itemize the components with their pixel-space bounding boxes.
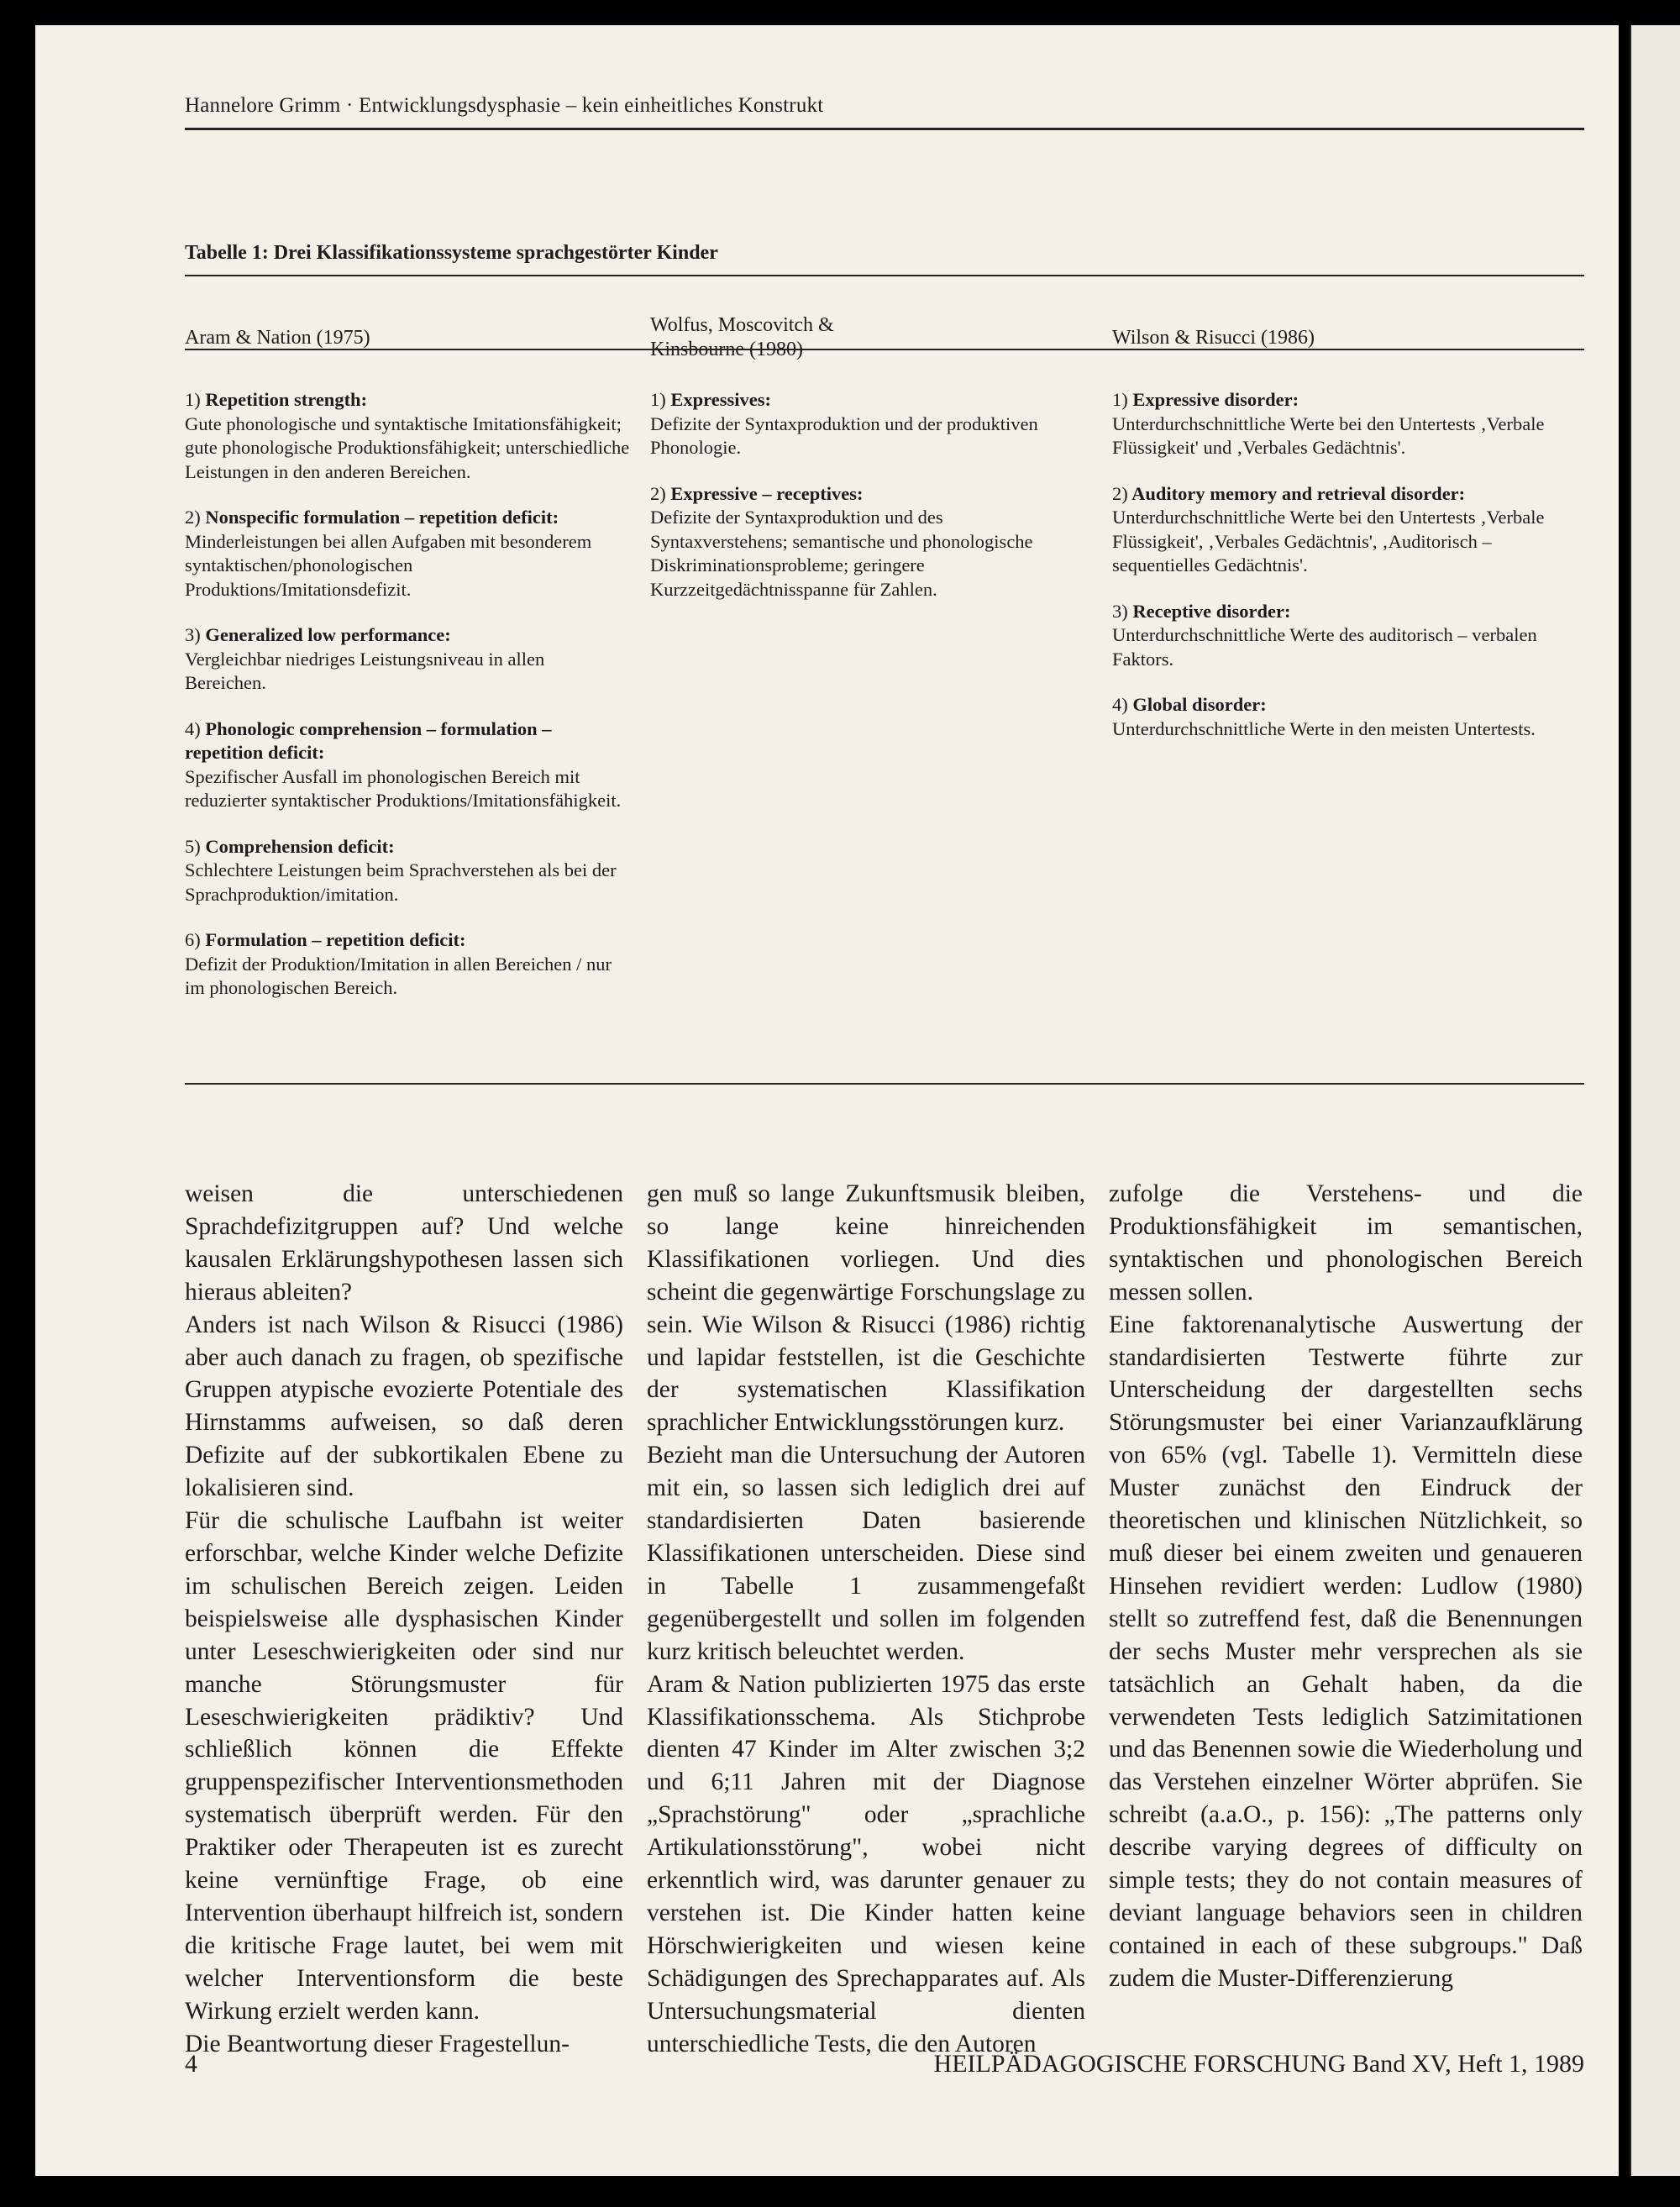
entry-number: 6) [185, 929, 201, 950]
entry-title: Expressives: [670, 389, 771, 410]
table-entry [1112, 482, 1579, 578]
entry-number: 1) [1112, 389, 1128, 410]
entry-title: Generalized low performance: [205, 624, 451, 645]
body-column-2 [647, 1178, 1085, 2060]
table-top-rule [185, 275, 1584, 276]
entry-heading [185, 623, 630, 648]
table-column-wolfus [650, 388, 1070, 623]
body-paragraph: Aram & Nation publizierten 1975 das erste Klassifikationsschema. Als Stichprobe dienten 47 Kinder im Alter zwischen 3;2 und 6;11 Jahren mit der Diagnose „Sprachstörung" oder „sprachliche Artikulationsstörung", wobei nicht erkenntlich wird, was darunter genauer zu verstehen ist. Die Kinder hatten keine Hörschwierigkeiten und wiesen keine Schädigungen des Sprechapparates auf. Als Untersuchungsmaterial dienten unterschiedliche Tests, die den Autoren [647, 1670, 1085, 2057]
table-entry [185, 506, 630, 602]
entry-heading [185, 928, 630, 953]
table-entry [650, 388, 1070, 460]
adjacent-page-edge [1630, 25, 1680, 2176]
table-entry [185, 717, 630, 813]
table-caption: Tabelle 1: Drei Klassifikationssysteme sprachgestörter Kinder [185, 242, 718, 264]
entry-title: Global disorder: [1132, 694, 1267, 715]
body-paragraph: Anders ist nach Wilson & Risucci (1986) aber auch danach zu fragen, ob spezifische Gruppen atypische evozierte Potentiale des Hirnstamms aufweisen, so daß deren Defizite auf der subkortikalen Ebene zu lokalisieren sind. [185, 1311, 623, 1502]
entry-number: 2) [650, 482, 666, 504]
header-rule [185, 128, 1584, 130]
entry-title: Nonspecific formulation – repetition deficit: [205, 507, 559, 528]
body-paragraph: Für die schulische Laufbahn ist weiter erforschbar, welche Kinder welche Defizite im schulischen Bereich zeigen. Leiden beispielsweise alle dysphasischen Kinder unter Leseschwierigkeiten oder sind nur manche Störungsmuster für Leseschwierigkeiten prädiktiv? Und schließlich können die Effekte gruppenspezifischer Interventionsmethoden systematisch überprüft werden. Für den Praktiker oder Therapeuten ist es zurecht keine vernünftige Frage, ob eine Intervention überhaupt hilfreich ist, sondern die kritische Frage lautet, bei wem mit welcher Interventionsform die beste Wirkung erzielt werden kann. [185, 1507, 623, 2025]
journal-footer: HEILPÄDAGOGISCHE FORSCHUNG Band XV, Heft 1, 1989 [933, 2050, 1584, 2078]
entry-title: Receptive disorder: [1132, 600, 1291, 622]
entry-number: 5) [185, 835, 201, 857]
entry-number: 2) [1112, 482, 1128, 504]
entry-text: Defizit der Produktion/Imitation in allen Bereichen / nur im phonologischen Bereich. [185, 953, 612, 998]
entry-title: Comprehension deficit: [205, 835, 395, 857]
entry-text: Spezifischer Ausfall im phonologischen Bereich mit reduzierter syntaktischer Produktions/Imitationsfähigkeit. [185, 765, 622, 811]
entry-heading [650, 388, 1070, 412]
body-column-1 [185, 1178, 623, 2060]
entry-text: Unterdurchschnittliche Werte in den meisten Untertests. [1112, 717, 1536, 739]
table-entry [1112, 600, 1579, 672]
entry-number: 3) [1112, 600, 1128, 622]
entry-title: Repetition strength: [205, 389, 368, 410]
entry-title: Formulation – repetition deficit: [205, 929, 466, 950]
table-column-heading: Wolfus, Moscovitch & Kinsbourne (1980) [650, 314, 834, 360]
body-paragraph: Eine faktorenanalytische Auswertung der standardisierten Testwerte führte zur Unterscheidung der dargestellten sechs Störungsmuster bei einer Varianzaufklärung von 65% (vgl. Tabelle 1). Vermitteln diese Muster zunächst den Eindruck der theoretischen und klinischen Nützlichkeit, so muß dieser bei einem zweiten und genaueren Hinsehen revidiert werden: Ludlow (1980) stellt so zutreffend fest, daß die Benennungen der sechs Muster mehr versprechen als sie tatsächlich an Gehalt haben, da die verwendeten Tests lediglich Satzimitationen und das Benennen sowie die Wiederholung und das Verstehen einzelner Wörter abprüfen. Sie schreibt (a.a.O., p. 156): „The patterns only describe varying degrees of difficulty on simple tests; they do not contain measures of deviant language behaviors seen in children contained in each of these subgroups." Daß zudem die Muster-Differenzierung [1109, 1311, 1583, 1992]
table-entry [185, 928, 630, 1001]
entry-heading [185, 506, 630, 530]
journal-page [35, 25, 1619, 2176]
entry-title: Auditory memory and retrieval disorder: [1131, 482, 1466, 504]
entry-heading [1112, 693, 1579, 717]
table-entry [650, 482, 1070, 602]
entry-heading [650, 482, 1070, 507]
table-column-wilson-risucci [1112, 388, 1579, 763]
table-column-aram-nation [185, 388, 630, 1022]
entry-title: Expressive – receptives: [670, 482, 864, 504]
body-paragraph: Bezieht man die Untersuchung der Autoren mit ein, so lassen sich lediglich drei auf standardisierten Daten basierende Klassifikationen unterscheiden. Diese sind in Tabelle 1 zusammengefaßt gegenübergestellt und sollen im folgenden kurz kritisch beleuchtet werden. [647, 1442, 1085, 1665]
entry-text: Unterdurchschnittliche Werte des auditorisch – verbalen Faktors. [1112, 624, 1537, 670]
entry-number: 4) [1112, 694, 1128, 715]
table-entry [185, 835, 630, 907]
entry-heading [1112, 600, 1579, 624]
table-entry [1112, 693, 1579, 741]
table-entry [185, 623, 630, 696]
entry-number: 3) [185, 624, 201, 645]
table-entry [185, 388, 630, 484]
body-paragraph: weisen die unterschiedenen Sprachdefizitgruppen auf? Und welche kausalen Erklärungshypothesen lassen sich hieraus ableiten? [185, 1180, 623, 1306]
table-entry [1112, 388, 1579, 460]
entry-number: 4) [185, 717, 201, 739]
running-head: Hannelore Grimm · Entwicklungsdysphasie – kein einheitliches Konstrukt [185, 94, 824, 117]
body-paragraph: Die Beantwortung dieser Fragestellun- [185, 2030, 570, 2057]
entry-text: Unterdurchschnittliche Werte bei den Untertests ‚Verbale Flüssigkeit' und ‚Verbales Gedächtnis'. [1112, 412, 1545, 458]
table-column-heading: Aram & Nation (1975) [185, 327, 370, 349]
entry-heading [185, 717, 630, 765]
table-bottom-rule [185, 1083, 1584, 1085]
table-header-rule [185, 349, 1584, 350]
entry-text: Unterdurchschnittliche Werte bei den Untertests ‚Verbale Flüssigkeit', ‚Verbales Gedächtnis', ‚Auditorisch – sequentielles Gedächtnis'. [1112, 507, 1545, 575]
entry-text: Gute phonologische und syntaktische Imitationsfähigkeit; gute phonologische Produktionsfähigkeit; unterschiedliche Leistungen in den anderen Bereichen. [185, 412, 630, 482]
entry-text: Minderleistungen bei allen Aufgaben mit besonderem syntaktischen/phonologischen Produktions/Imitationsdefizit. [185, 530, 592, 600]
entry-text: Schlechtere Leistungen beim Sprachverstehen als bei der Sprachproduktion/imitation. [185, 859, 617, 905]
entry-heading [185, 388, 630, 412]
entry-number: 1) [650, 389, 666, 410]
entry-title: Expressive disorder: [1132, 389, 1299, 410]
entry-number: 2) [185, 507, 201, 528]
table-column-heading: Wilson & Risucci (1986) [1112, 327, 1315, 349]
entry-heading [1112, 388, 1579, 412]
body-paragraph: gen muß so lange Zukunftsmusik bleiben, so lange keine hinreichenden Klassifikationen vorliegen. Und dies scheint die gegenwärtige Forschungslage zu sein. Wie Wilson & Risucci (1986) richtig und lapidar feststellen, ist die Geschichte der systematischen Klassifikation sprachlicher Entwicklungsstörungen kurz. [647, 1180, 1085, 1437]
entry-text: Vergleichbar niedriges Leistungsniveau in allen Bereichen. [185, 648, 545, 693]
body-column-3 [1109, 1178, 1583, 1995]
entry-text: Defizite der Syntaxproduktion und des Syntaxverstehens; semantische und phonologische Diskriminationsprobleme; geringere Kurzzeitgedächtnisspanne für Zahlen. [650, 507, 1033, 600]
entry-heading [185, 835, 630, 859]
page-number: 4 [185, 2050, 197, 2078]
entry-title: Phonologic comprehension – formulation – repetition deficit: [185, 717, 552, 763]
entry-text: Defizite der Syntaxproduktion und der produktiven Phonologie. [650, 412, 1038, 458]
body-paragraph: zufolge die Verstehens- und die Produktionsfähigkeit im semantischen, syntaktischen und phonologischen Bereich messen sollen. [1109, 1180, 1583, 1306]
entry-number: 1) [185, 389, 201, 410]
entry-heading [1112, 482, 1579, 507]
